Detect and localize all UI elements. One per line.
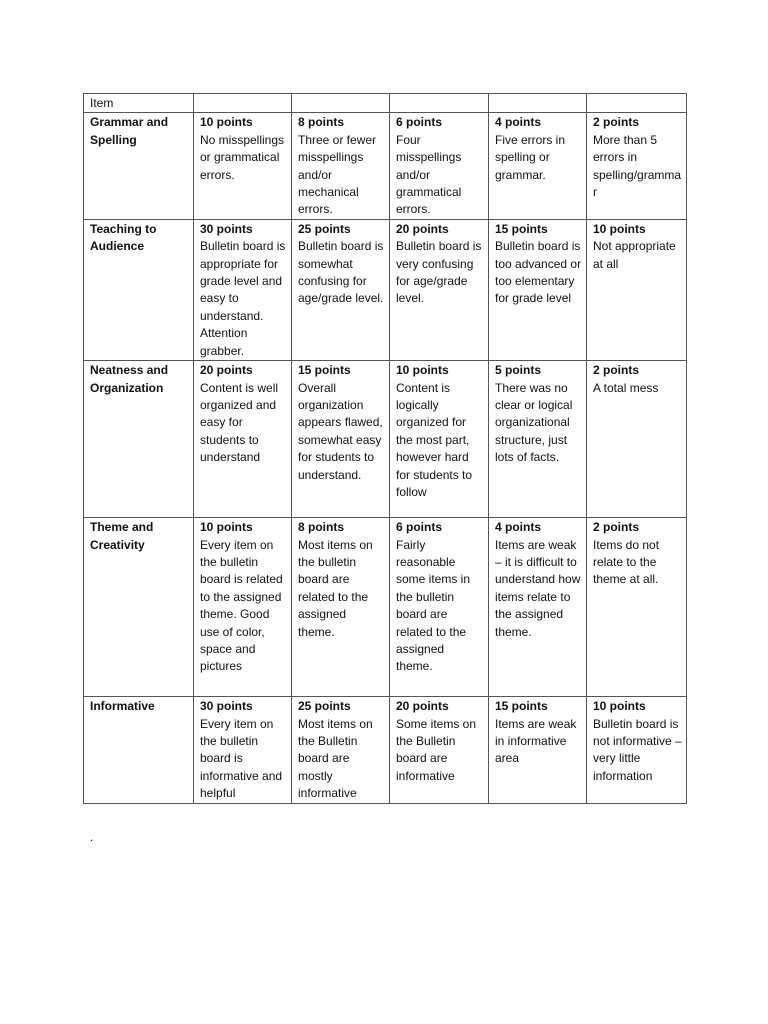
points-label: 25 points bbox=[298, 699, 351, 714]
header-empty-cell bbox=[292, 94, 390, 113]
criterion-cell bbox=[84, 361, 194, 518]
table-row bbox=[84, 113, 687, 219]
score-cell bbox=[292, 113, 390, 219]
score-description: Most items on the bulletin board are related to the assigned theme. bbox=[298, 537, 373, 639]
points-label: 6 points bbox=[396, 520, 443, 535]
score-description: Three or fewer misspellings and/or mechanical errors. bbox=[298, 132, 377, 217]
points-label: 8 points bbox=[298, 520, 345, 535]
score-cell bbox=[194, 113, 292, 219]
header-empty-cell bbox=[587, 94, 687, 113]
header-item-cell bbox=[84, 94, 194, 113]
header-empty-cell bbox=[390, 94, 489, 113]
points-label: 5 points bbox=[495, 363, 542, 378]
score-description: Content is well organized and easy for students to understand bbox=[200, 380, 279, 465]
score-description: Content is logically organized for the most part, however hard for students to follow bbox=[396, 380, 473, 499]
table-row bbox=[84, 697, 687, 804]
score-description: A total mess bbox=[593, 380, 659, 395]
score-description: Overall organization appears flawed, somewhat easy for students to understand. bbox=[298, 380, 383, 482]
score-cell bbox=[489, 697, 587, 804]
table-row bbox=[84, 361, 687, 518]
score-description: Every item on the bulletin board is informative and helpful bbox=[200, 716, 283, 801]
score-cell bbox=[587, 219, 687, 360]
score-cell bbox=[489, 219, 587, 360]
rubric-table bbox=[83, 93, 687, 804]
points-label: 4 points bbox=[495, 520, 542, 535]
score-cell bbox=[587, 361, 687, 518]
score-description: Bulletin board is somewhat confusing for age/grade level. bbox=[298, 239, 384, 306]
score-description: Bulletin board is too advanced or too elementary for grade level bbox=[495, 239, 582, 306]
score-cell bbox=[292, 697, 390, 804]
criterion-label: Neatness and Organization bbox=[90, 363, 169, 395]
points-label: 15 points bbox=[495, 221, 548, 236]
score-cell bbox=[489, 518, 587, 697]
criterion-label: Theme and Creativity bbox=[90, 520, 154, 552]
score-cell bbox=[390, 113, 489, 219]
score-description: Items do not relate to the theme at all. bbox=[593, 537, 660, 587]
score-description: Bulletin board is not informative – very little information bbox=[593, 716, 682, 783]
criterion-cell bbox=[84, 219, 194, 360]
points-label: 30 points bbox=[200, 221, 253, 236]
score-cell bbox=[489, 361, 587, 518]
score-description: Some items on the Bulletin board are informative bbox=[396, 716, 477, 783]
points-label: 20 points bbox=[396, 699, 449, 714]
criterion-label: Informative bbox=[90, 699, 155, 714]
score-description: Bulletin board is appropriate for grade level and easy to understand. Attention grabber. bbox=[200, 239, 286, 358]
score-description: Every item on the bulletin board is related to the assigned theme. Good use of color, space and pictures bbox=[200, 537, 283, 674]
points-label: 15 points bbox=[495, 699, 548, 714]
table-row bbox=[84, 219, 687, 360]
score-description: Four misspellings and/or grammatical errors. bbox=[396, 132, 462, 217]
points-label: 10 points bbox=[200, 115, 253, 130]
score-description: Most items on the Bulletin board are mostly informative bbox=[298, 716, 373, 801]
score-cell bbox=[489, 113, 587, 219]
table-row bbox=[84, 518, 687, 697]
trailing-period: . bbox=[90, 830, 94, 844]
score-cell bbox=[194, 361, 292, 518]
score-description: Five errors in spelling or grammar. bbox=[495, 132, 566, 182]
score-cell bbox=[390, 219, 489, 360]
points-label: 10 points bbox=[396, 363, 449, 378]
score-description: Fairly reasonable some items in the bulletin board are related to the assigned theme. bbox=[396, 537, 471, 674]
score-cell bbox=[292, 518, 390, 697]
score-cell bbox=[292, 219, 390, 360]
criterion-label: Teaching to Audience bbox=[90, 221, 157, 254]
points-label: 25 points bbox=[298, 221, 351, 236]
criterion-label: Grammar and Spelling bbox=[90, 115, 169, 147]
criterion-cell bbox=[84, 518, 194, 697]
points-label: 8 points bbox=[298, 115, 345, 130]
score-description: Items are weak – it is difficult to understand how items relate to the assigned theme. bbox=[495, 537, 581, 639]
points-label: 4 points bbox=[495, 115, 542, 130]
score-cell bbox=[587, 697, 687, 804]
score-cell bbox=[194, 518, 292, 697]
score-cell bbox=[587, 113, 687, 219]
score-description: No misspellings or grammatical errors. bbox=[200, 132, 285, 182]
score-description: Items are weak in informative area bbox=[495, 716, 577, 766]
header-row bbox=[84, 94, 687, 113]
score-description: More than 5 errors in spelling/grammar bbox=[593, 132, 682, 200]
criterion-cell bbox=[84, 697, 194, 804]
score-cell bbox=[292, 361, 390, 518]
header-item-label: Item bbox=[90, 96, 114, 110]
points-label: 10 points bbox=[200, 520, 253, 535]
score-cell bbox=[390, 697, 489, 804]
points-label: 20 points bbox=[396, 221, 449, 236]
points-label: 6 points bbox=[396, 115, 443, 130]
score-cell bbox=[194, 697, 292, 804]
points-label: 2 points bbox=[593, 115, 640, 130]
score-cell bbox=[390, 518, 489, 697]
points-label: 10 points bbox=[593, 699, 646, 714]
score-description: Not appropriate at all bbox=[593, 239, 676, 271]
score-description: Bulletin board is very confusing for age/grade level. bbox=[396, 239, 482, 306]
score-description: There was no clear or logical organizational structure, just lots of facts. bbox=[495, 380, 573, 465]
score-cell bbox=[194, 219, 292, 360]
score-cell bbox=[587, 518, 687, 697]
criterion-cell bbox=[84, 113, 194, 219]
header-empty-cell bbox=[194, 94, 292, 113]
score-cell bbox=[390, 361, 489, 518]
points-label: 20 points bbox=[200, 363, 253, 378]
points-label: 10 points bbox=[593, 221, 646, 236]
header-empty-cell bbox=[489, 94, 587, 113]
points-label: 30 points bbox=[200, 699, 253, 714]
points-label: 2 points bbox=[593, 520, 640, 535]
points-label: 15 points bbox=[298, 363, 351, 378]
points-label: 2 points bbox=[593, 363, 640, 378]
